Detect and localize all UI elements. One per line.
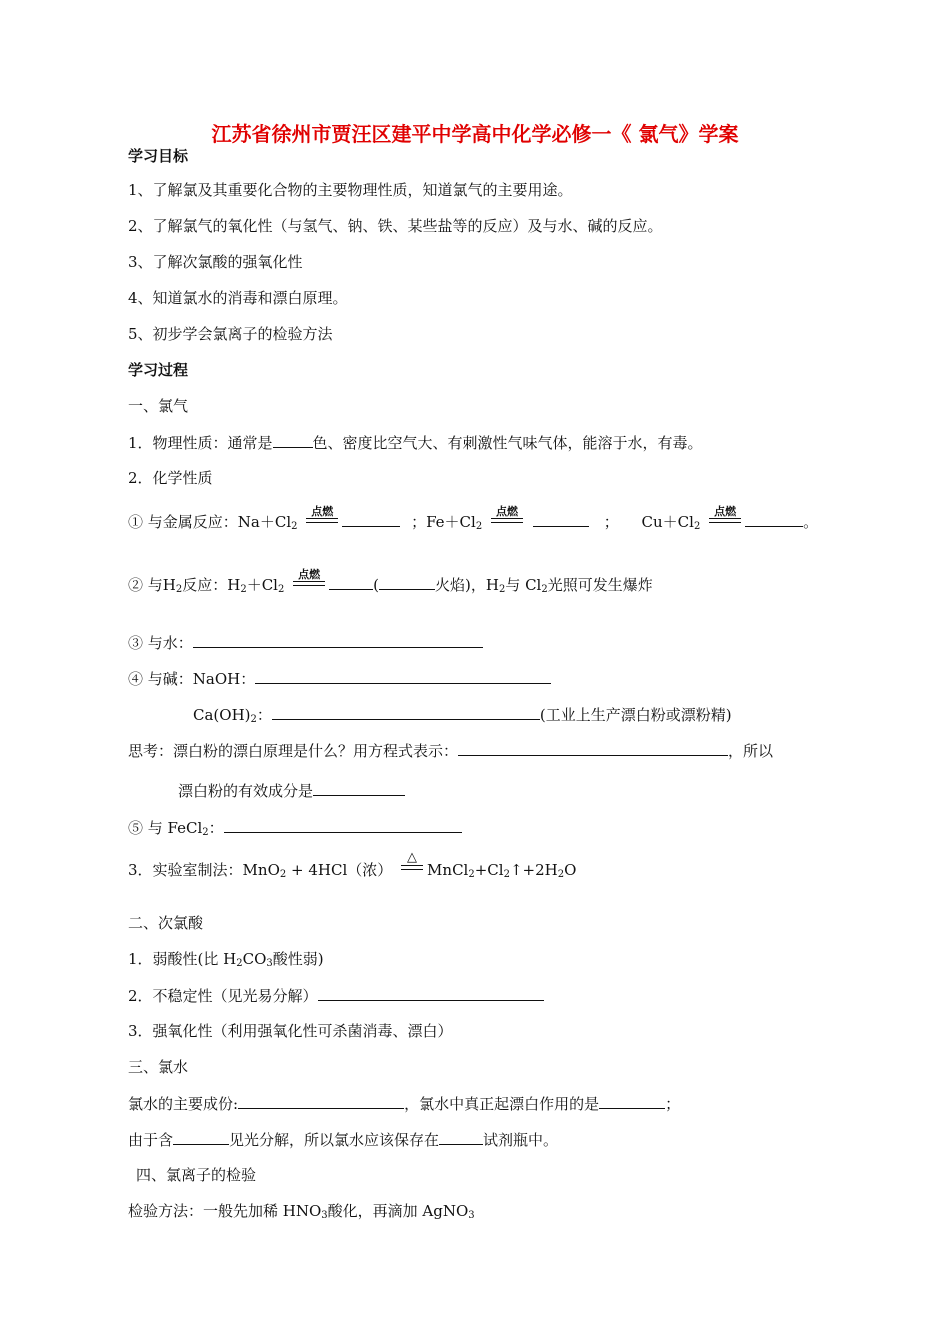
objective-4: 4、知道氯水的消毒和漂白原理。 bbox=[128, 289, 348, 307]
text: ( bbox=[373, 576, 379, 594]
text: 由于含 bbox=[128, 1131, 174, 1149]
reaction-water bbox=[128, 632, 483, 653]
section-chloride-test: 四、氯离子的检验 bbox=[136, 1166, 257, 1184]
text: 。 bbox=[803, 513, 819, 531]
chemical-properties: 2．化学性质 bbox=[128, 469, 213, 487]
text: ； bbox=[665, 1095, 681, 1113]
blank[interactable] bbox=[272, 704, 540, 720]
objectives-heading: 学习目标 bbox=[128, 147, 189, 165]
blank[interactable] bbox=[329, 574, 373, 590]
text: 光照可发生爆炸 bbox=[547, 576, 653, 594]
text: Cu＋Cl bbox=[641, 513, 694, 531]
text: 火焰)，H bbox=[435, 576, 499, 594]
eq-line bbox=[709, 518, 741, 519]
blank[interactable] bbox=[318, 985, 544, 1001]
text: ，氯水中真正起漂白作用的是 bbox=[404, 1095, 600, 1113]
text: Ca(OH) bbox=[193, 706, 251, 724]
text: ⑤ 与 FeCl bbox=[128, 819, 203, 837]
strong-oxidation: 3．强氧化性（利用强氧化性可杀菌消毒、漂白） bbox=[128, 1022, 453, 1040]
ignite-condition bbox=[293, 568, 325, 595]
text: O bbox=[564, 861, 577, 879]
text: ＋Cl bbox=[246, 576, 278, 594]
physical-properties bbox=[128, 432, 703, 453]
ignite-condition bbox=[306, 505, 338, 532]
blank[interactable] bbox=[255, 668, 551, 684]
text: ④ 与碱：NaOH： bbox=[128, 670, 256, 688]
reaction-base-caoh2: $Ca(OH)_2$： (工业上生产漂白粉或漂粉精) bbox=[193, 706, 732, 725]
objective-2: 2、了解氯气的氧化性（与氢气、钠、铁、某些盐等的反应）及与水、碱的反应。 bbox=[128, 217, 663, 235]
ignite-condition bbox=[491, 505, 523, 532]
ignite-condition bbox=[709, 505, 741, 532]
ignite-label: 点燃 bbox=[495, 505, 518, 518]
text: ③ 与水： bbox=[128, 634, 193, 652]
think-effective-component bbox=[178, 780, 405, 801]
text: 试剂瓶中。 bbox=[483, 1131, 559, 1149]
blank[interactable] bbox=[599, 1093, 665, 1109]
reaction-hydrogen: ② 与$H_2$反应：$H_2+Cl_2$ 点燃 ( 火焰)，$H_2$与 $Cl_2$光照可发生爆炸 bbox=[128, 573, 653, 595]
document-title: 江苏省徐州市贾汪区建平中学高中化学必修一《 氯气》学案 bbox=[211, 122, 739, 146]
eq-line bbox=[401, 869, 423, 870]
reaction-base-naoh bbox=[128, 668, 551, 689]
text: 与 Cl bbox=[505, 576, 542, 594]
instability bbox=[128, 985, 544, 1006]
objective-1: 1、了解氯及其重要化合物的主要物理性质，知道氯气的主要用途。 bbox=[128, 181, 573, 199]
text: 1．弱酸性(比 H bbox=[128, 950, 237, 968]
text: ； bbox=[603, 513, 619, 531]
text: (工业上生产漂白粉或漂粉精) bbox=[539, 706, 732, 724]
text: ： bbox=[256, 706, 272, 724]
section-hypochlorous-acid: 二、次氯酸 bbox=[128, 914, 204, 932]
eq-line bbox=[293, 585, 325, 586]
text: 反应：H bbox=[182, 576, 241, 594]
heat-condition bbox=[401, 850, 423, 880]
blank[interactable] bbox=[224, 817, 462, 833]
eq-line bbox=[709, 522, 741, 523]
text: 检验方法：一般先加稀 HNO bbox=[128, 1202, 322, 1220]
text: 色、密度比空气大、有刺激性气味气体，能溶于水，有毒。 bbox=[312, 434, 703, 452]
text: 1．物理性质：通常是 bbox=[128, 434, 273, 452]
text: 漂白粉的有效成分是 bbox=[178, 782, 314, 800]
reaction-metals: ① 与金属反应：$Na+Cl_2$ 点燃 ；$Fe+Cl_2$ 点燃 ； $Cu+Cl_2$ 点燃 。 bbox=[128, 510, 818, 532]
objective-5: 5、初步学会氯离子的检验方法 bbox=[128, 325, 333, 343]
text: 见光分解，所以氯水应该保存在 bbox=[229, 1131, 440, 1149]
eq-line bbox=[401, 865, 423, 866]
blank[interactable] bbox=[379, 574, 435, 590]
text: + 4HCl（浓） bbox=[286, 861, 393, 879]
blank[interactable] bbox=[273, 432, 313, 448]
ignite-label: 点燃 bbox=[714, 505, 737, 518]
test-method: 检验方法：一般先加稀 $HNO_3$酸化，再滴加 AgNO$_3$ bbox=[128, 1202, 475, 1221]
text: CO bbox=[242, 950, 267, 968]
text: 酸化，再滴加 AgNO bbox=[327, 1202, 469, 1220]
blank[interactable] bbox=[173, 1129, 229, 1145]
text: MnCl bbox=[427, 861, 469, 879]
blank[interactable] bbox=[238, 1093, 404, 1109]
weak-acid: 1．弱酸性(比 $H_2CO_3$酸性弱) bbox=[128, 950, 324, 969]
text: ↑+2H bbox=[509, 861, 558, 879]
reaction-fecl2: ⑤ 与 FeCl$_2$： bbox=[128, 817, 462, 838]
blank[interactable] bbox=[193, 632, 483, 648]
ignite-label: 点燃 bbox=[311, 505, 334, 518]
text: ，所以 bbox=[728, 742, 774, 760]
eq-line bbox=[293, 581, 325, 582]
text: 酸性弱) bbox=[272, 950, 324, 968]
text: 思考：漂白粉的漂白原理是什么？用方程式表示： bbox=[128, 742, 459, 760]
text: ① 与金属反应：Na＋Cl bbox=[128, 513, 292, 531]
text: 3．实验室制法：MnO bbox=[128, 861, 280, 879]
heat-symbol: △ bbox=[407, 850, 418, 865]
blank[interactable] bbox=[458, 740, 728, 756]
blank[interactable] bbox=[313, 780, 405, 796]
chlorine-water-components bbox=[128, 1093, 680, 1114]
eq-line bbox=[491, 518, 523, 519]
text: ② 与H bbox=[128, 576, 176, 594]
lab-preparation: 3．实验室制法：MnO$_2$ + 4HCl（浓） △ $MnCl_2+Cl_2↑+2H_2O$ bbox=[128, 850, 577, 880]
chlorine-water-storage bbox=[128, 1129, 558, 1150]
section-chlorine: 一、氯气 bbox=[128, 397, 189, 415]
ignite-label: 点燃 bbox=[298, 568, 321, 581]
eq-line bbox=[306, 522, 338, 523]
text: ： bbox=[208, 819, 224, 837]
objective-3: 3、了解次氯酸的强氧化性 bbox=[128, 253, 303, 271]
process-heading: 学习过程 bbox=[128, 361, 189, 379]
text: 2．不稳定性（见光易分解） bbox=[128, 987, 318, 1005]
blank[interactable] bbox=[439, 1129, 483, 1145]
eq-line bbox=[306, 518, 338, 519]
blank[interactable] bbox=[533, 511, 589, 527]
section-chlorine-water: 三、氯水 bbox=[128, 1058, 189, 1076]
eq-line bbox=[491, 522, 523, 523]
think-question bbox=[128, 740, 773, 761]
text: ；Fe＋Cl bbox=[411, 513, 476, 531]
text: +Cl bbox=[474, 861, 504, 879]
blank[interactable] bbox=[342, 511, 400, 527]
blank[interactable] bbox=[745, 511, 803, 527]
text: 氯水的主要成份: bbox=[128, 1095, 239, 1113]
